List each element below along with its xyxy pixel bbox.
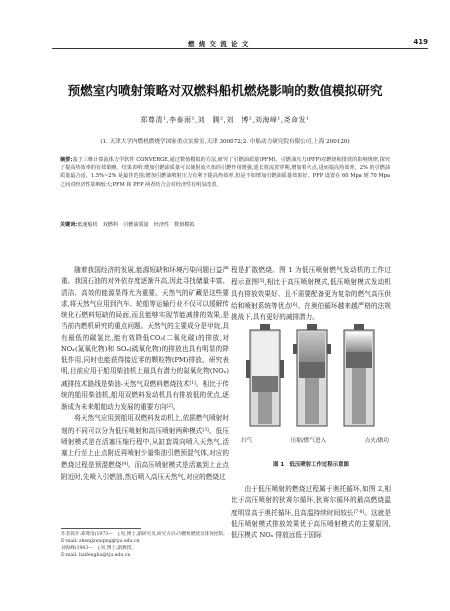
running-header	[0, 0, 450, 46]
abstract-text: 基于三维计算流体力学软件 CONVERGE,通过数值模拟的方法,研究了引燃油质量(PFM)、引燃油压力(PFP)对燃烧和排放的影响规律,探究了提高热效率的有效策略。结果表明:增加引燃油质量可以使射流火焰的引燃作用增强,延长射流贯穿期,增加着火点,进而提高热效率。2% 的引燃油质量最合适。1.5%~2% 是最佳范围;增加引燃油喷射压力有利于提高热效率,但是不如增加引燃油质量效果好。PFP 设置在 60 Mpa 到 70 Mpa 之间对经济性影响较大;PFM 和 PFP 两者结合会对经济性有明显改善。	[60, 157, 391, 188]
cylinder-ignition	[344, 324, 374, 426]
intro-paragraph-4: 由于低压喷射的燃烧过程属于奥托循环,如图 2,相比于高压喷射的狄赛尔循环,狄赛尔循环的最高燃烧温度明显高于奥托循环,且高温持续时间较长[7-8]。这就是低压喷射模式排放效果优于高压喷射模式的主要原因,低压模式 NOₓ 排放远低于国际	[231, 485, 392, 539]
keywords-label: 关键词:	[60, 222, 78, 228]
abstract	[60, 156, 390, 189]
footnote-line: E-mail: zhengzunqing@tju.edu.cn	[61, 539, 140, 545]
engine-process-figure	[236, 322, 388, 452]
header-rule	[52, 48, 428, 49]
cylinder-scavenging	[246, 324, 284, 426]
footnote-rule	[61, 528, 141, 529]
author-list: 郑尊清¹,李泰雨¹,刘 腾²,刘 博²,刘海峰¹,尧命发¹	[140, 116, 310, 124]
panel-label-2: 压缩/燃气进入	[290, 438, 327, 444]
intro-paragraph-2: 将天然气应用到船用双燃料发动机上,依据燃气喷射时刻的不同可以分为低压喷射和高压喷射两种模式[3]。低压喷射模式是在活塞压缩行程中,从缸套周向喷入天然气,活塞上行至上止点附近再喷射少量柴油引燃预混气体,对应的燃烧过程是预混燃烧[4]。而高压喷射模式是活塞到上止点附近时,先喷入引燃油,然后喷入高压天然气,对应的燃烧过	[61, 414, 230, 481]
intro-paragraph-3: 程是扩散燃烧。图 1 为低压喷射燃气发动机的工作过程示意图[5],相比于高压喷射模式,低压喷射模式发动机具有排放效果好、且不需要配备更为复杂的燃气高压供给和喷射系统等优点[6]。在奥伯循环越来越严格的法规挑战下,具有更好的减排潜力。	[231, 266, 392, 321]
body-right-column-top	[231, 265, 391, 323]
paper-title: 预燃室内喷射策略对双燃料船机燃烧影响的数值模拟研究	[67, 83, 383, 98]
panel-label-3: 点火/做功	[364, 438, 389, 444]
keywords-text: 低速船机 双燃料 引燃油质量 经济性 数值模拟	[77, 222, 195, 228]
page-number: 419	[413, 38, 428, 46]
footnote-line: 刘海峰(1983— ),男,博士,副教授。	[61, 546, 136, 552]
keywords	[60, 221, 390, 228]
footnotes	[61, 531, 229, 559]
body-left-column	[61, 265, 229, 483]
intro-paragraph-1: 随着我国经济的发展,能源短缺和环境污染问题日益严重。我国石油的对外依存度逐渐升高,因此寻找储量丰富、清洁、高效的能源显得尤为重要。天然气的矿藏是这些要求,将天然气应用到汽车、轮船等运输行业不仅可以缓解传统化石燃料短缺的局面,而且能够实现节能减排的效果,是当前内燃机研究的重点问题。天然气的主要成分是甲烷,具有最低的碳氢比,能有效降低CO₂(二氧化碳)的排放,对NOₓ(氮氧化物)和 SOₓ(硫氧化物)的排放也具有明显的降低作用,同时也能获得接近零的颗粒物(PM)排放。研究表明,目前应用于船用柴油机上最具有潜力的氮氧化物(NOₓ)减排技术路线是柴油-天然气双燃料燃烧技术[1]。相比于传统的船用柴油机,船用双燃料发动机具有排放低的优点,逐渐成为未来船舶动力发展的重要方向[2]。	[61, 266, 230, 411]
header-section: 燃 烧 交 流 论 文	[188, 40, 250, 48]
footnote-line: 作者简介:郑尊清(1973— ),男,博士,副研究员,研究方向:内燃机燃烧及排放控制。	[61, 532, 228, 537]
body-right-column-bottom	[231, 484, 391, 541]
affiliation: (1. 天津大学内燃机燃烧学国家重点实验室,天津 300072;2. 中船动力研究院有限公司,上海 200120)	[100, 139, 350, 145]
figure-panel-labels	[241, 436, 389, 444]
panel-label-1: 扫气	[241, 438, 253, 444]
cylinder-compression	[293, 324, 331, 426]
figure-caption: 图 1 低压喷射工作过程示意图	[273, 462, 349, 468]
abstract-label: 摘要:	[60, 157, 73, 163]
footnote-line: E-mail: haifengliu@tju.edu.cn	[61, 553, 131, 559]
